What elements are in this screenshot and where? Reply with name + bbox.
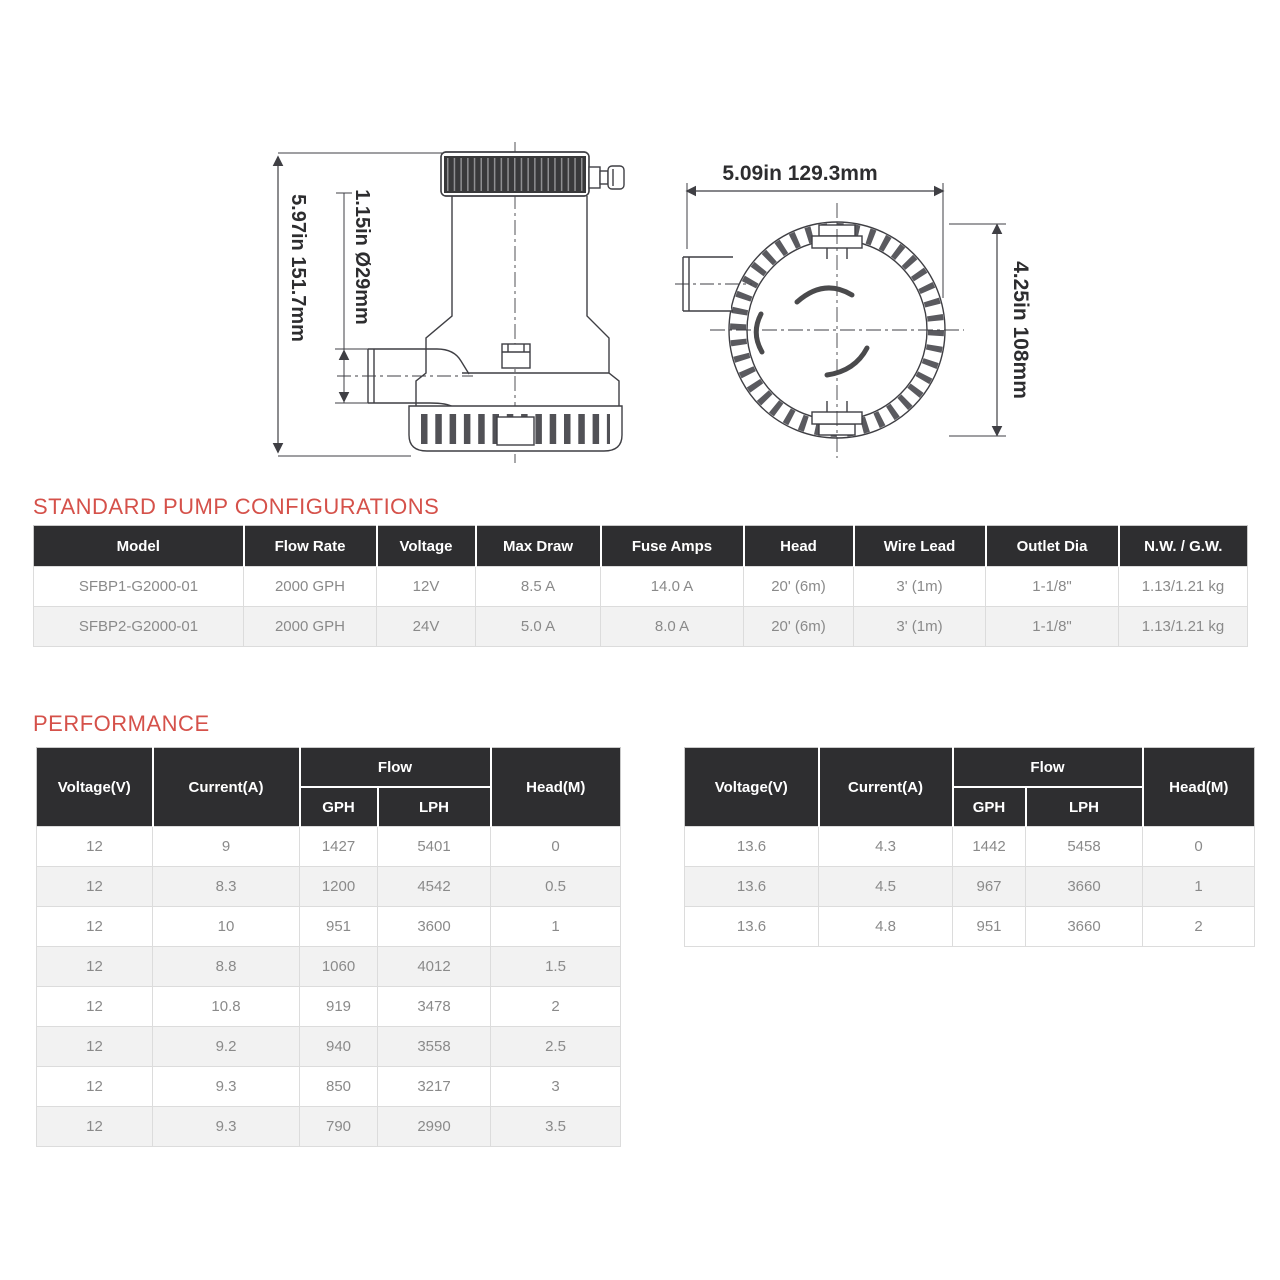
config-cell: 1.13/1.21 kg (1119, 567, 1248, 607)
perf1-header-voltage: Voltage(V) (37, 748, 153, 827)
config-header-wire-lead: Wire Lead (854, 526, 986, 567)
perf-cell: 790 (300, 1107, 378, 1147)
perf-cell: 3217 (378, 1067, 491, 1107)
perf-cell: 5401 (378, 827, 491, 867)
config-cell: 1-1/8" (986, 567, 1119, 607)
perf1-header-gph: GPH (300, 787, 378, 827)
config-header-flow-rate: Flow Rate (244, 526, 377, 567)
perf2-header-voltage: Voltage(V) (685, 748, 819, 827)
perf-cell: 940 (300, 1027, 378, 1067)
perf1-header-flow: Flow (300, 748, 491, 788)
perf-cell: 12 (37, 907, 153, 947)
perf1-row (37, 1067, 621, 1107)
perf-cell: 8.3 (153, 867, 300, 907)
config-cell: 20' (6m) (744, 607, 854, 647)
perf-cell: 951 (300, 907, 378, 947)
pump-body (416, 196, 619, 407)
perf1-row (37, 1027, 621, 1067)
perf-cell: 850 (300, 1067, 378, 1107)
pump-nipple (589, 166, 624, 189)
pump-top-view (675, 162, 1032, 458)
perf-cell: 4.5 (819, 867, 953, 907)
config-cell: 1.13/1.21 kg (1119, 607, 1248, 647)
perf2-row (685, 867, 1255, 907)
perf2-row (685, 907, 1255, 947)
config-header-max-draw: Max Draw (476, 526, 601, 567)
config-cell: 24V (377, 607, 476, 647)
config-row-sfbp1 (34, 567, 1248, 607)
perf-cell: 0.5 (491, 867, 621, 907)
config-header-nw-gw: N.W. / G.W. (1119, 526, 1248, 567)
performance-table-12v (36, 747, 621, 1147)
outlet-diameter-dimension (336, 193, 352, 403)
perf-cell: 0 (1143, 827, 1255, 867)
config-header-head: Head (744, 526, 854, 567)
perf-cell: 1 (1143, 867, 1255, 907)
config-cell: 8.0 A (601, 607, 744, 647)
perf-cell: 3660 (1026, 907, 1143, 947)
perf1-row (37, 947, 621, 987)
config-row-sfbp2 (34, 607, 1248, 647)
config-section-title: STANDARD PUMP CONFIGURATIONS (33, 494, 440, 519)
perf-cell: 4012 (378, 947, 491, 987)
perf-cell: 12 (37, 827, 153, 867)
perf-cell: 1 (491, 907, 621, 947)
config-header-outlet-dia: Outlet Dia (986, 526, 1119, 567)
perf1-row (37, 907, 621, 947)
config-header-voltage: Voltage (377, 526, 476, 567)
perf-cell: 2 (1143, 907, 1255, 947)
perf-cell: 12 (37, 1067, 153, 1107)
perf-cell: 1.5 (491, 947, 621, 987)
perf1-row (37, 987, 621, 1027)
perf-cell: 12 (37, 947, 153, 987)
config-cell: 2000 GPH (244, 607, 377, 647)
perf-cell: 13.6 (685, 907, 819, 947)
perf-cell: 12 (37, 867, 153, 907)
perf1-row (37, 827, 621, 867)
perf-cell: 1060 (300, 947, 378, 987)
outlet-diameter-dim-label: 1.15in Ø29mm (351, 189, 373, 325)
side-height-dim-label: 5.97in 151.7mm (287, 194, 309, 342)
perf-cell: 919 (300, 987, 378, 1027)
config-header-row (34, 526, 1248, 567)
perf-cell: 1200 (300, 867, 378, 907)
perf-cell: 13.6 (685, 867, 819, 907)
technical-drawing (0, 0, 1280, 490)
perf-cell: 12 (37, 1107, 153, 1147)
perf2-header-head: Head(M) (1143, 748, 1255, 827)
config-cell: 2000 GPH (244, 567, 377, 607)
config-cell: 12V (377, 567, 476, 607)
config-cell: SFBP2-G2000-01 (34, 607, 244, 647)
pump-side-view (278, 142, 624, 463)
config-cell: 14.0 A (601, 567, 744, 607)
perf-cell: 12 (37, 1027, 153, 1067)
config-header-model: Model (34, 526, 244, 567)
config-cell: SFBP1-G2000-01 (34, 567, 244, 607)
perf-cell: 9.3 (153, 1107, 300, 1147)
config-cell: 3' (1m) (854, 607, 986, 647)
perf2-header-gph: GPH (953, 787, 1026, 827)
perf-cell: 3478 (378, 987, 491, 1027)
config-table (33, 525, 1248, 647)
perf1-header-lph: LPH (378, 787, 491, 827)
perf-cell: 9 (153, 827, 300, 867)
perf1-row (37, 1107, 621, 1147)
perf-cell: 8.8 (153, 947, 300, 987)
performance-table-13-6v (684, 747, 1255, 947)
perf2-header-flow: Flow (953, 748, 1143, 788)
perf2-header-row-1 (685, 748, 1255, 788)
perf-cell: 2990 (378, 1107, 491, 1147)
perf-cell: 3660 (1026, 867, 1143, 907)
pump-cap (441, 152, 589, 196)
perf-cell: 10 (153, 907, 300, 947)
perf-cell: 2 (491, 987, 621, 1027)
perf-cell: 3 (491, 1067, 621, 1107)
perf-cell: 2.5 (491, 1027, 621, 1067)
config-cell: 1-1/8" (986, 607, 1119, 647)
config-cell: 5.0 A (476, 607, 601, 647)
top-width-dim-label: 5.09in 129.3mm (722, 162, 878, 185)
config-cell: 8.5 A (476, 567, 601, 607)
perf2-row (685, 827, 1255, 867)
perf-cell: 4.8 (819, 907, 953, 947)
perf-cell: 4542 (378, 867, 491, 907)
perf-cell: 967 (953, 867, 1026, 907)
perf-cell: 9.2 (153, 1027, 300, 1067)
perf1-header-head: Head(M) (491, 748, 621, 827)
pump-outlet-port (335, 349, 473, 407)
perf-cell: 1442 (953, 827, 1026, 867)
perf-cell: 1427 (300, 827, 378, 867)
perf-cell: 5458 (1026, 827, 1143, 867)
config-cell: 20' (6m) (744, 567, 854, 607)
perf1-header-current: Current(A) (153, 748, 300, 827)
perf-cell: 12 (37, 987, 153, 1027)
perf-cell: 3558 (378, 1027, 491, 1067)
perf1-header-row-1 (37, 748, 621, 788)
top-height-dim-label: 4.25in 108mm (1009, 261, 1032, 399)
pump-strainer-base (409, 406, 622, 451)
perf-cell: 951 (953, 907, 1026, 947)
perf-cell: 0 (491, 827, 621, 867)
config-cell: 3' (1m) (854, 567, 986, 607)
perf1-row (37, 867, 621, 907)
perf-cell: 10.8 (153, 987, 300, 1027)
config-header-fuse-amps: Fuse Amps (601, 526, 744, 567)
performance-section-title: PERFORMANCE (33, 711, 210, 736)
perf-cell: 13.6 (685, 827, 819, 867)
perf-cell: 3.5 (491, 1107, 621, 1147)
perf2-header-current: Current(A) (819, 748, 953, 827)
perf2-header-lph: LPH (1026, 787, 1143, 827)
perf-cell: 4.3 (819, 827, 953, 867)
perf-cell: 9.3 (153, 1067, 300, 1107)
perf-cell: 3600 (378, 907, 491, 947)
